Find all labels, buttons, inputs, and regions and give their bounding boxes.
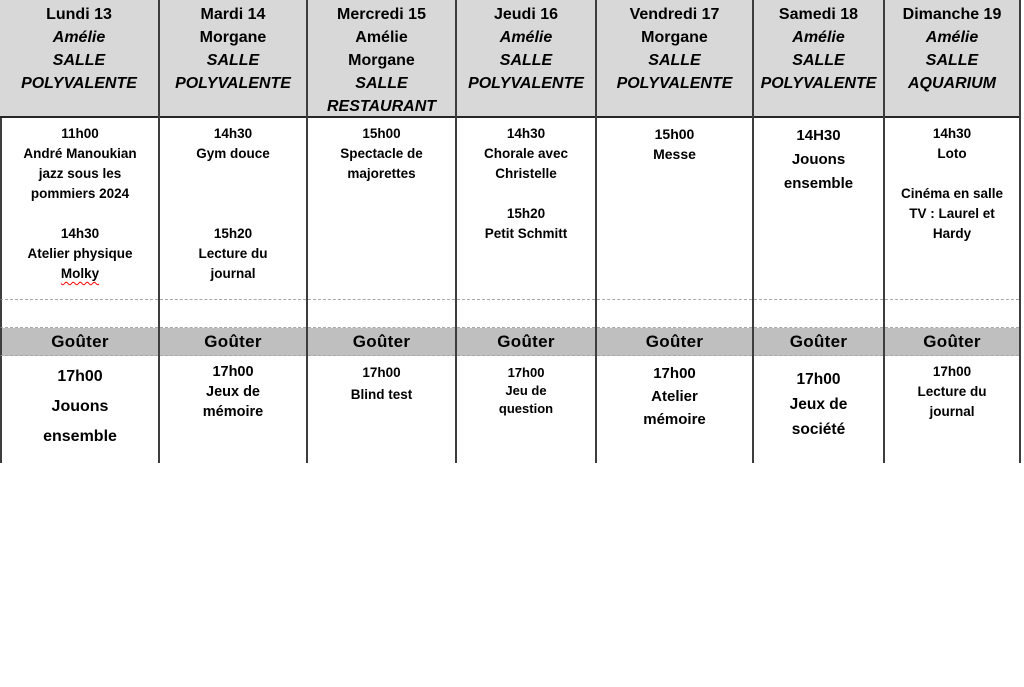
activities-line — [895, 144, 1009, 164]
activity-text: 15h00 — [362, 126, 401, 141]
header-line-italic: SALLE — [499, 52, 553, 69]
activities-line — [183, 124, 283, 144]
header-line-italic: AQUARIUM — [908, 75, 996, 92]
evening-line — [903, 362, 1001, 382]
activity-text: 17h00 — [362, 365, 401, 380]
activities-line — [17, 264, 143, 284]
activity-text: 17h00 — [653, 365, 696, 382]
header-line-italic: POLYVALENTE — [21, 75, 137, 92]
activity-text: Loto — [937, 146, 967, 161]
activity-text: Lecture du journal — [917, 384, 987, 419]
afternoon-activities-cell — [885, 118, 1019, 300]
evening-line — [25, 362, 135, 392]
activity-text: 14h30 — [60, 226, 100, 241]
evening-activities-cell — [160, 356, 306, 463]
activities-line — [597, 144, 752, 164]
activity-text: Jeux de société — [789, 396, 848, 438]
activity-text: Blind test — [350, 387, 413, 402]
empty-row-cell — [160, 300, 306, 328]
activity-text — [231, 206, 235, 221]
day-title: Lundi 13 — [46, 6, 112, 23]
gouter-cell: Goûter — [597, 328, 752, 356]
activity-text: Jouons ensemble — [783, 151, 854, 192]
activity-text: 17h00 — [932, 364, 972, 379]
empty-row-cell — [457, 300, 595, 328]
gouter-cell: Goûter — [457, 328, 595, 356]
activities-line — [471, 144, 581, 184]
activities-line — [17, 224, 143, 244]
misspelled-word: Molky — [60, 266, 100, 281]
day-header-cell — [597, 0, 752, 118]
day-column — [754, 0, 885, 463]
afternoon-activities-cell — [754, 118, 883, 300]
header-line-italic: SALLE — [792, 52, 845, 69]
header-line-italic: Amélie — [52, 29, 106, 46]
activity-text: André Manoukian jazz sous les pommiers 2024 — [23, 146, 137, 201]
activities-line — [895, 124, 1009, 144]
day-title: Samedi 18 — [778, 6, 859, 23]
afternoon-activities-cell — [457, 118, 595, 300]
activity-text — [231, 186, 235, 201]
evening-activities-cell — [885, 356, 1019, 463]
header-line-italic: RESTAURANT — [326, 98, 437, 115]
activity-text: Chorale avec Christelle — [483, 146, 569, 181]
activity-text: Jeu de question — [498, 383, 554, 416]
activity-text: 15h00 — [654, 126, 695, 142]
activity-text: Messe — [653, 146, 696, 162]
day-column — [0, 0, 160, 463]
activity-text: Petit Schmitt — [484, 226, 568, 241]
header-line-italic: SALLE — [648, 52, 701, 69]
empty-row-cell — [0, 300, 158, 328]
day-column — [885, 0, 1021, 463]
activities-line — [17, 124, 143, 144]
header-line: Morgane — [199, 29, 267, 46]
activity-text: 14h30 — [506, 126, 546, 141]
evening-activities-cell — [754, 356, 883, 463]
activities-line — [895, 184, 1009, 244]
evening-line — [774, 367, 864, 392]
activity-text: 14h30 — [932, 126, 972, 141]
activities-line — [183, 164, 283, 184]
activities-line — [326, 124, 438, 144]
activities-line — [183, 184, 283, 204]
header-line-italic: Amélie — [792, 29, 845, 46]
activity-text: Atelier mémoire — [643, 388, 706, 428]
activity-text — [524, 186, 528, 201]
evening-line — [774, 392, 864, 442]
day-title: Jeudi 16 — [493, 6, 559, 23]
header-line: Morgane — [348, 52, 415, 69]
day-column — [457, 0, 597, 463]
activities-line — [183, 144, 283, 164]
activities-line — [183, 244, 283, 284]
header-line-italic: Amélie — [499, 29, 553, 46]
activity-text: Gym douce — [196, 146, 270, 161]
activity-text: Jeux de mémoire — [202, 384, 264, 420]
activity-text — [78, 206, 82, 221]
header-line-italic: SALLE — [52, 52, 106, 69]
activities-line — [326, 144, 438, 184]
day-column — [597, 0, 754, 463]
activity-text — [231, 166, 235, 181]
activity-text: 14h30 — [213, 126, 253, 141]
activities-line — [17, 144, 143, 204]
day-column — [160, 0, 308, 463]
evening-line — [308, 362, 455, 384]
empty-row-cell — [885, 300, 1019, 328]
activity-text: Jouons ensemble — [43, 398, 117, 445]
activity-text: 14H30 — [796, 127, 841, 144]
afternoon-activities-cell — [597, 118, 752, 300]
header-line-italic: SALLE — [206, 52, 260, 69]
activity-text: 15h20 — [213, 226, 253, 241]
activities-line — [17, 204, 143, 224]
day-column — [308, 0, 457, 463]
gouter-cell: Goûter — [754, 328, 883, 356]
activities-line — [895, 164, 1009, 184]
gouter-cell: Goûter — [308, 328, 455, 356]
afternoon-activities-cell — [0, 118, 158, 300]
evening-activities-cell — [597, 356, 752, 463]
afternoon-activities-cell — [308, 118, 455, 300]
evening-line — [487, 364, 565, 382]
activities-line — [471, 204, 581, 224]
evening-line — [903, 382, 1001, 422]
activities-line — [471, 184, 581, 204]
activity-text: 17h00 — [796, 371, 841, 388]
day-title: Dimanche 19 — [902, 6, 1002, 23]
evening-activities-cell — [0, 356, 158, 463]
evening-line — [25, 392, 135, 452]
evening-activities-cell — [457, 356, 595, 463]
activity-text: 11h00 — [61, 126, 99, 141]
header-line-italic: SALLE — [925, 52, 979, 69]
activity-text: Atelier physique — [27, 246, 133, 261]
activities-line — [771, 124, 866, 148]
activities-line — [183, 224, 283, 244]
header-line-italic: POLYVALENTE — [616, 75, 733, 92]
activity-text — [950, 166, 954, 181]
activities-line — [183, 204, 283, 224]
activities-line — [471, 224, 581, 244]
day-header-cell — [308, 0, 455, 118]
header-line-italic: SALLE — [355, 75, 408, 92]
activities-line — [597, 124, 752, 144]
day-title: Mercredi 15 — [337, 6, 426, 23]
activities-line — [471, 124, 581, 144]
evening-line — [632, 362, 717, 385]
header-line: Amélie — [355, 29, 408, 46]
gouter-cell: Goûter — [885, 328, 1019, 356]
day-header-cell — [885, 0, 1019, 118]
activity-text: 17h00 — [212, 364, 254, 380]
day-header-cell — [0, 0, 158, 118]
header-line-italic: Amélie — [925, 29, 979, 46]
header-line-italic: POLYVALENTE — [175, 75, 291, 92]
evening-activities-cell — [308, 356, 455, 463]
activity-text: Cinéma en salle TV : Laurel et Hardy — [900, 186, 1004, 241]
evening-line — [632, 385, 717, 431]
gouter-cell: Goûter — [160, 328, 306, 356]
evening-line — [191, 362, 276, 382]
activity-text: 17h00 — [57, 368, 103, 385]
day-title: Mardi 14 — [200, 6, 266, 23]
activity-text: Spectacle de majorettes — [340, 146, 423, 181]
activity-text: 15h20 — [506, 206, 546, 221]
day-title: Vendredi 17 — [629, 6, 720, 23]
gouter-cell: Goûter — [0, 328, 158, 356]
empty-row-cell — [754, 300, 883, 328]
activity-text: 17h00 — [507, 365, 545, 380]
evening-line — [191, 382, 276, 422]
empty-row-cell — [597, 300, 752, 328]
activity-text: Lecture du journal — [198, 246, 268, 281]
day-header-cell — [457, 0, 595, 118]
day-header-cell — [754, 0, 883, 118]
evening-line — [308, 384, 455, 406]
empty-row-cell — [308, 300, 455, 328]
activities-line — [17, 244, 143, 264]
header-line-italic: POLYVALENTE — [468, 75, 584, 92]
header-line: Morgane — [641, 29, 708, 46]
activities-line — [771, 148, 866, 196]
day-header-cell — [160, 0, 306, 118]
header-line-italic: POLYVALENTE — [760, 75, 877, 92]
evening-line — [487, 382, 565, 418]
afternoon-activities-cell — [160, 118, 306, 300]
